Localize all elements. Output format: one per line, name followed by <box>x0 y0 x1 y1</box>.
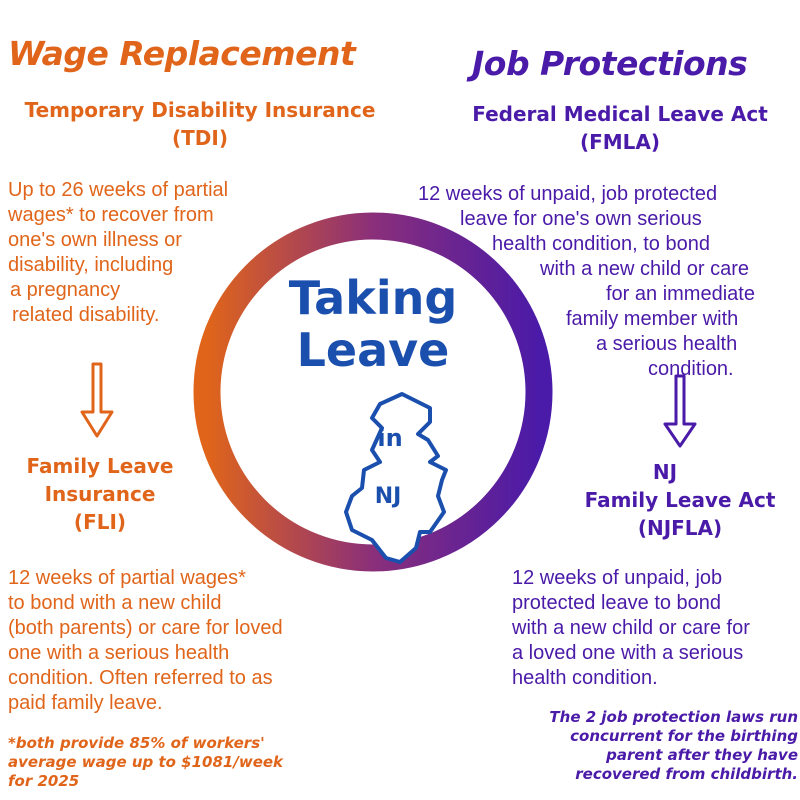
fmla-line: leave for one's own serious <box>460 208 702 230</box>
njfla-line: a loved one with a serious <box>512 642 744 664</box>
job-footnote-line: concurrent for the birthing <box>570 727 798 745</box>
njfla-title-line: NJ <box>652 460 678 484</box>
njfla-title <box>560 458 800 542</box>
wage-footnote-line: *both provide 85% of workers' <box>8 734 265 752</box>
fli-title <box>0 452 200 536</box>
fmla-line: health condition, to bond <box>492 233 710 255</box>
job-footnote-line: recovered from childbirth. <box>575 765 798 783</box>
wage-footnote-line: for 2025 <box>8 772 80 790</box>
njfla-line: 12 weeks of unpaid, job <box>512 567 723 589</box>
njfla-title-line: (NJFLA) <box>637 516 723 540</box>
tdi-title-line: Temporary Disability Insurance <box>24 98 376 122</box>
fli-title-line: Insurance <box>44 482 156 506</box>
fli-line: one with a serious health <box>8 642 230 664</box>
fli-line: paid family leave. <box>8 692 163 714</box>
fli-description <box>8 566 348 716</box>
fli-title-line: (FLI) <box>73 510 127 534</box>
tdi-line: one's own illness or <box>8 229 182 251</box>
job-footnote-line: The 2 job protection laws run <box>549 708 798 726</box>
njfla-line: protected leave to bond <box>512 592 722 614</box>
fmla-title-line: (FMLA) <box>579 130 661 154</box>
fli-line: condition. Often referred to as <box>8 667 273 689</box>
njfla-description <box>512 566 800 691</box>
job-footnote-line: parent after they have <box>606 746 798 764</box>
center-taking: Taking <box>288 271 458 325</box>
job-protection-footnote <box>470 708 798 784</box>
tdi-line: Up to 26 weeks of partial <box>8 179 229 201</box>
job-protections-header: Job Protections <box>472 44 748 83</box>
fmla-line: a serious health <box>596 333 738 355</box>
fmla-line: condition. <box>648 358 734 380</box>
fmla-line: 12 weeks of unpaid, job protected <box>418 183 718 205</box>
tdi-line: a pregnancy <box>10 279 121 301</box>
center-leave: Leave <box>296 323 450 377</box>
njfla-title-line: Family Leave Act <box>584 488 776 512</box>
center-in: in <box>377 424 403 452</box>
wage-replacement-header: Wage Replacement <box>8 34 356 73</box>
fmla-line: for an immediate <box>606 283 755 305</box>
fli-line: to bond with a new child <box>8 592 222 614</box>
center-nj: NJ <box>374 484 402 509</box>
down-arrow-icon <box>82 364 112 436</box>
fli-line: 12 weeks of partial wages* <box>8 567 246 589</box>
njfla-line: health condition. <box>512 667 658 689</box>
wage-footnote-line: average wage up to $1081/week <box>8 753 284 771</box>
fmla-line: family member with <box>566 308 739 330</box>
njfla-line: with a new child or care for <box>512 617 750 639</box>
tdi-line: related disability. <box>12 304 160 326</box>
tdi-line: wages* to recover from <box>8 204 214 226</box>
fmla-line: with a new child or care <box>540 258 749 280</box>
tdi-title-line: (TDI) <box>172 126 228 150</box>
wage-footnote <box>8 734 368 791</box>
fmla-title-line: Federal Medical Leave Act <box>472 102 768 126</box>
down-arrow-icon <box>665 376 695 446</box>
fli-line: (both parents) or care for loved <box>8 617 283 639</box>
fli-title-line: Family Leave <box>26 454 174 478</box>
tdi-line: disability, including <box>8 254 174 276</box>
